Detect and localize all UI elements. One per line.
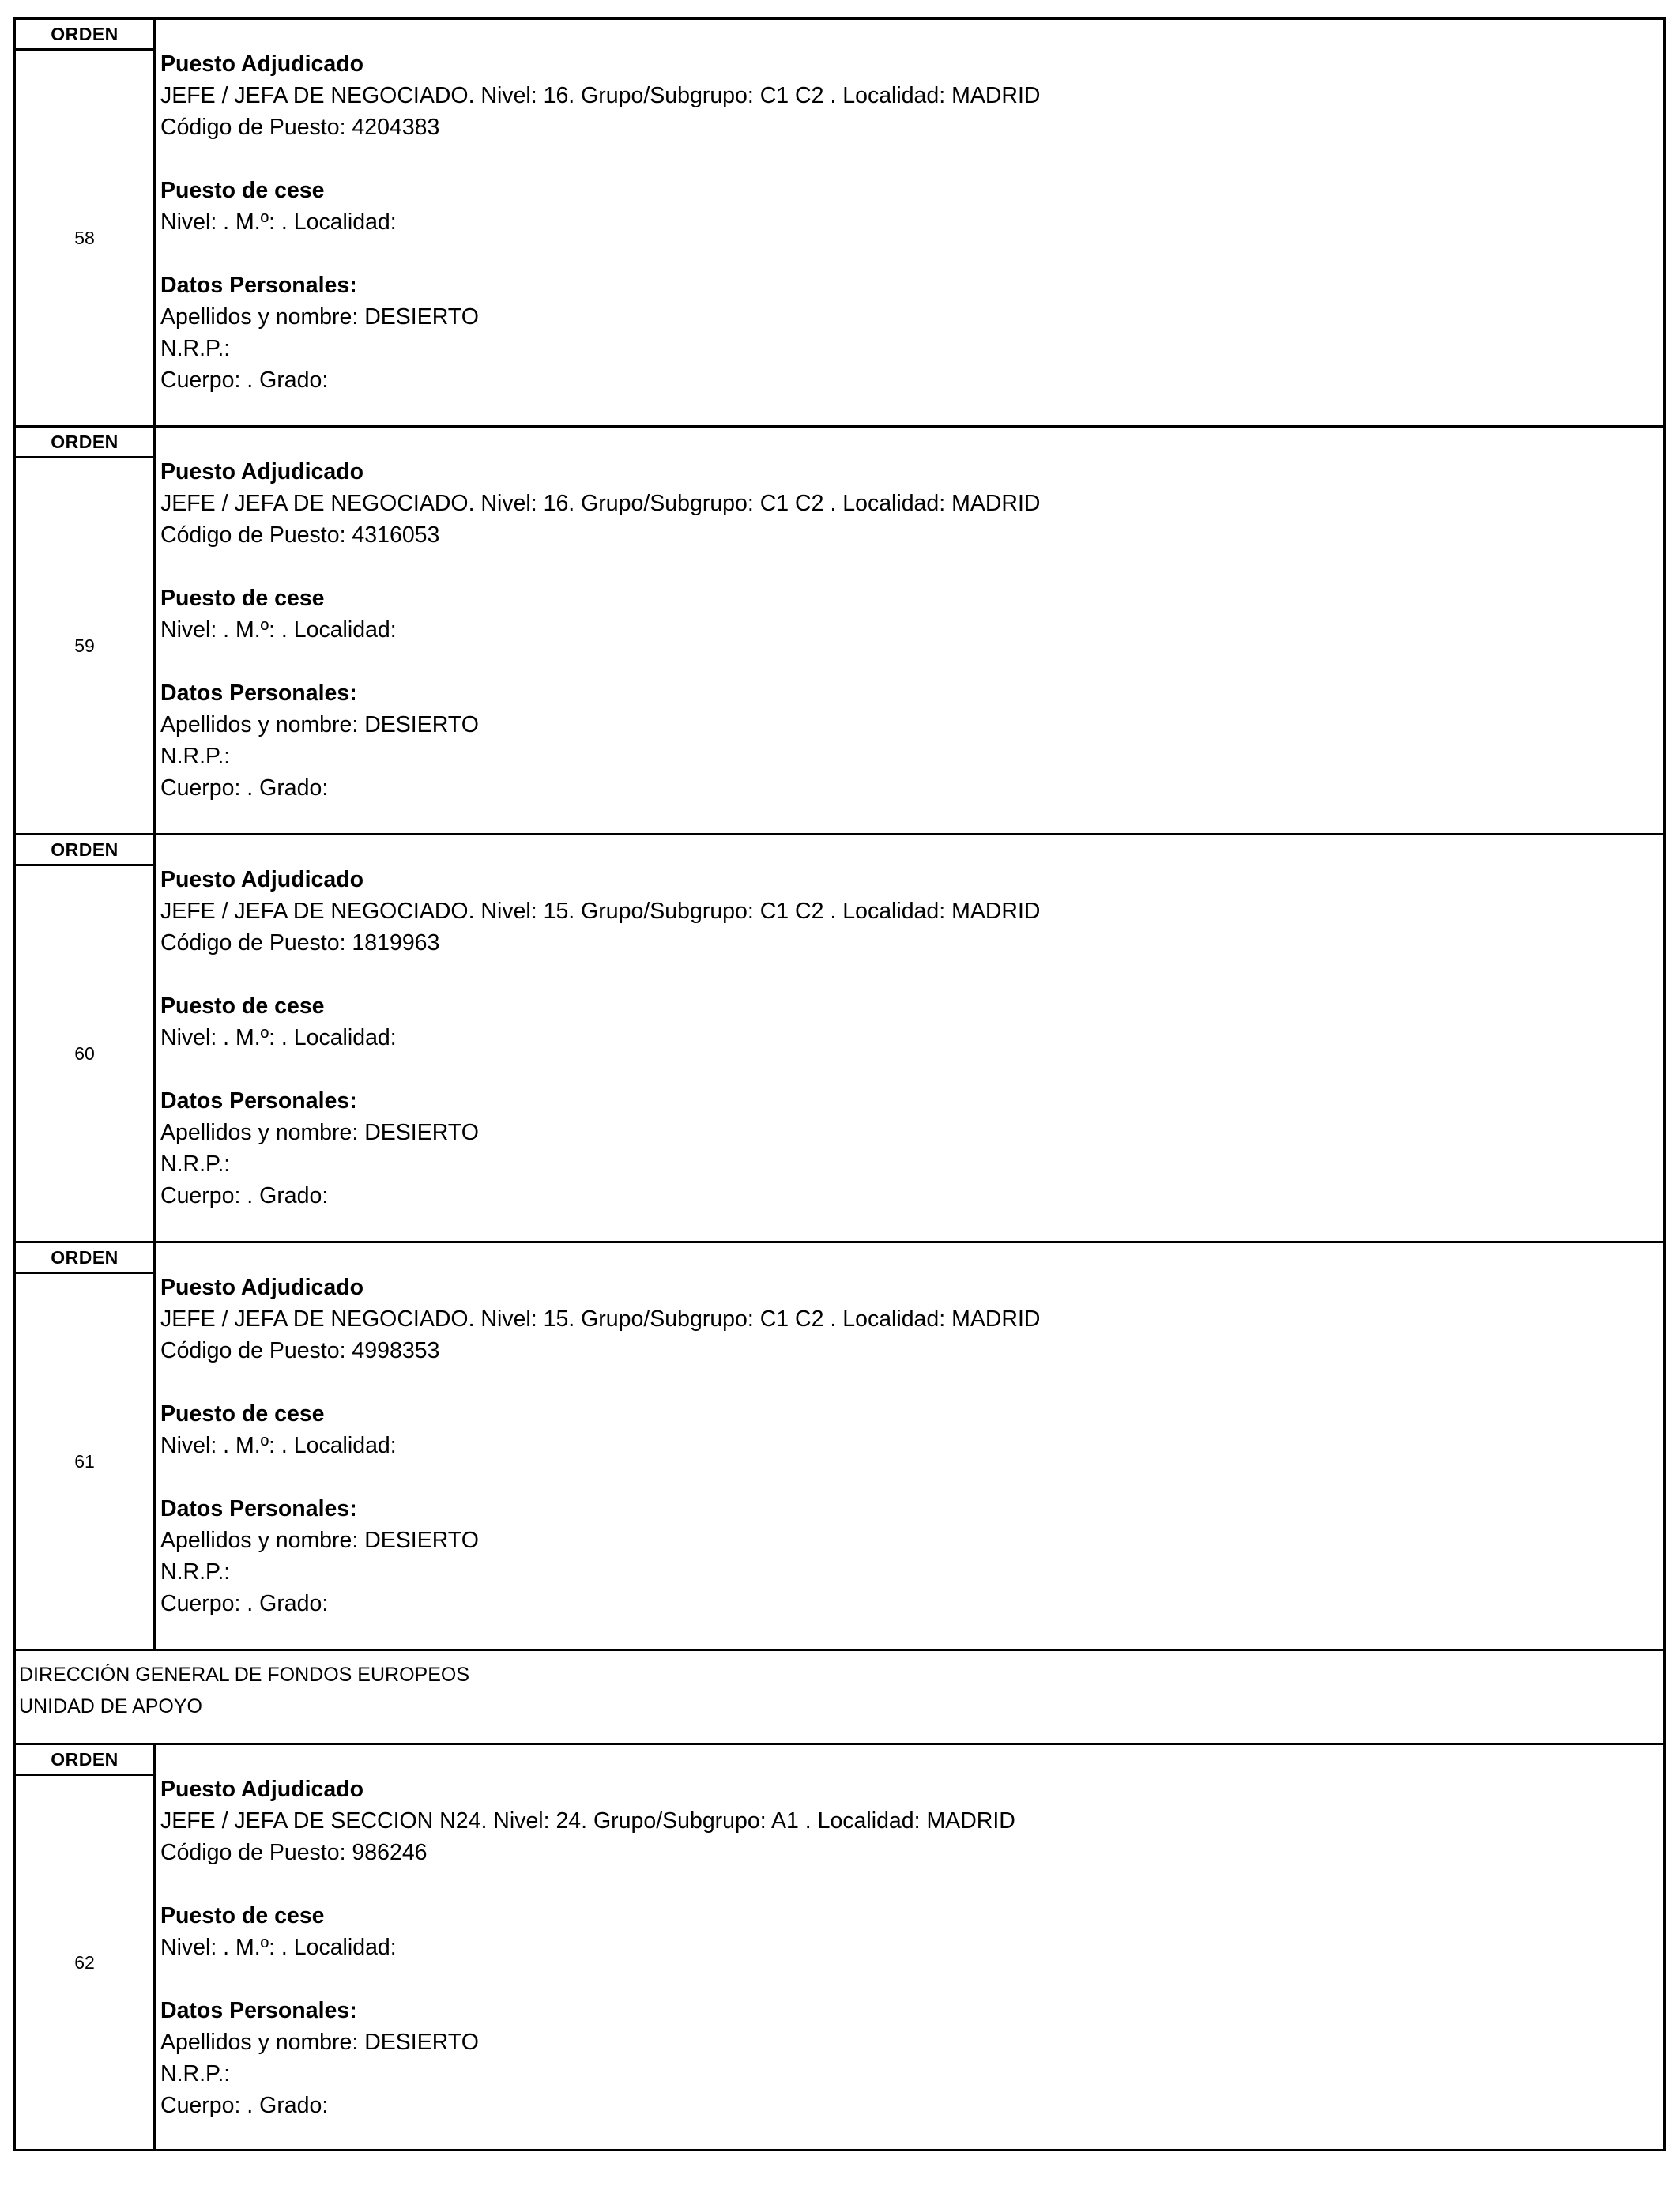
puesto-adjudicado-text: JEFE / JEFA DE NEGOCIADO. Nivel: 16. Grupo/Subgrupo: C1 C2 . Localidad: MADRID (160, 491, 1041, 516)
entry-details (156, 1745, 1663, 2149)
entry-block (16, 833, 1663, 1241)
codigo-puesto: Código de Puesto: 4316053 (160, 522, 440, 548)
entry-block (16, 17, 1663, 425)
section-header (16, 1649, 1663, 1743)
puesto-adjudicado-text: JEFE / JEFA DE NEGOCIADO. Nivel: 15. Grupo/Subgrupo: C1 C2 . Localidad: MADRID (160, 899, 1041, 924)
orden-number: 62 (74, 1951, 95, 1973)
orden-column (16, 428, 156, 833)
cuerpo-grado: Cuerpo: . Grado: (160, 2093, 329, 2118)
puesto-adjudicado-heading: Puesto Adjudicado (160, 867, 364, 892)
datos-personales-heading: Datos Personales: (160, 1496, 357, 1521)
cuerpo-grado: Cuerpo: . Grado: (160, 1591, 329, 1616)
orden-header: ORDEN (16, 20, 153, 51)
puesto-adjudicado-heading: Puesto Adjudicado (160, 1777, 364, 1802)
cuerpo-grado: Cuerpo: . Grado: (160, 775, 329, 801)
puesto-cese-text: Nivel: . M.º: . Localidad: (160, 617, 397, 643)
orden-header: ORDEN (16, 1243, 153, 1274)
puesto-adjudicado-text: JEFE / JEFA DE NEGOCIADO. Nivel: 16. Grupo/Subgrupo: C1 C2 . Localidad: MADRID (160, 83, 1041, 108)
entry-details (156, 20, 1663, 425)
nrp: N.R.P.: (160, 1152, 231, 1177)
codigo-puesto: Código de Puesto: 986246 (160, 1840, 428, 1865)
entry-block (16, 1743, 1663, 2151)
datos-personales-heading: Datos Personales: (160, 680, 357, 706)
datos-personales-heading: Datos Personales: (160, 273, 357, 298)
puesto-cese-text: Nivel: . M.º: . Localidad: (160, 1935, 397, 1960)
entry-details (156, 1243, 1663, 1649)
puesto-cese-heading: Puesto de cese (160, 1903, 325, 1928)
apellidos-nombre: Apellidos y nombre: DESIERTO (160, 1528, 479, 1553)
cuerpo-grado: Cuerpo: . Grado: (160, 1183, 329, 1208)
apellidos-nombre: Apellidos y nombre: DESIERTO (160, 1120, 479, 1145)
nrp: N.R.P.: (160, 336, 231, 361)
puesto-adjudicado-heading: Puesto Adjudicado (160, 51, 364, 77)
section-title: DIRECCIÓN GENERAL DE FONDOS EUROPEOS (19, 1664, 469, 1686)
orden-header: ORDEN (16, 428, 153, 458)
puesto-adjudicado-text: JEFE / JEFA DE SECCION N24. Nivel: 24. Grupo/Subgrupo: A1 . Localidad: MADRID (160, 1808, 1015, 1834)
orden-number: 61 (74, 1450, 95, 1472)
entry-details (156, 428, 1663, 833)
apellidos-nombre: Apellidos y nombre: DESIERTO (160, 712, 479, 737)
puesto-adjudicado-text: JEFE / JEFA DE NEGOCIADO. Nivel: 15. Grupo/Subgrupo: C1 C2 . Localidad: MADRID (160, 1306, 1041, 1332)
section-subtitle: UNIDAD DE APOYO (19, 1695, 202, 1717)
nrp: N.R.P.: (160, 2061, 231, 2087)
entry-block (16, 425, 1663, 833)
puesto-cese-heading: Puesto de cese (160, 586, 325, 611)
puesto-cese-heading: Puesto de cese (160, 1401, 325, 1427)
entry-details (156, 835, 1663, 1241)
orden-number: 58 (74, 227, 95, 248)
orden-number: 60 (74, 1042, 95, 1064)
puesto-cese-heading: Puesto de cese (160, 993, 325, 1019)
apellidos-nombre: Apellidos y nombre: DESIERTO (160, 304, 479, 330)
codigo-puesto: Código de Puesto: 1819963 (160, 930, 440, 956)
puesto-adjudicado-heading: Puesto Adjudicado (160, 459, 364, 484)
entry-block (16, 1241, 1663, 1649)
datos-personales-heading: Datos Personales: (160, 1998, 357, 2023)
nrp: N.R.P.: (160, 1559, 231, 1585)
orden-header: ORDEN (16, 835, 153, 866)
orden-number: 59 (74, 635, 95, 656)
puesto-cese-text: Nivel: . M.º: . Localidad: (160, 1433, 397, 1458)
puesto-cese-heading: Puesto de cese (160, 178, 325, 203)
puesto-cese-text: Nivel: . M.º: . Localidad: (160, 1025, 397, 1050)
orden-column (16, 20, 156, 425)
codigo-puesto: Código de Puesto: 4204383 (160, 115, 440, 140)
cuerpo-grado: Cuerpo: . Grado: (160, 368, 329, 393)
nrp: N.R.P.: (160, 744, 231, 769)
orden-column (16, 1243, 156, 1649)
orden-column (16, 835, 156, 1241)
orden-header: ORDEN (16, 1745, 153, 1776)
apellidos-nombre: Apellidos y nombre: DESIERTO (160, 2030, 479, 2055)
datos-personales-heading: Datos Personales: (160, 1088, 357, 1114)
puesto-adjudicado-heading: Puesto Adjudicado (160, 1275, 364, 1300)
orden-column (16, 1745, 156, 2149)
document-table (13, 17, 1666, 2151)
codigo-puesto: Código de Puesto: 4998353 (160, 1338, 440, 1363)
puesto-cese-text: Nivel: . M.º: . Localidad: (160, 209, 397, 235)
